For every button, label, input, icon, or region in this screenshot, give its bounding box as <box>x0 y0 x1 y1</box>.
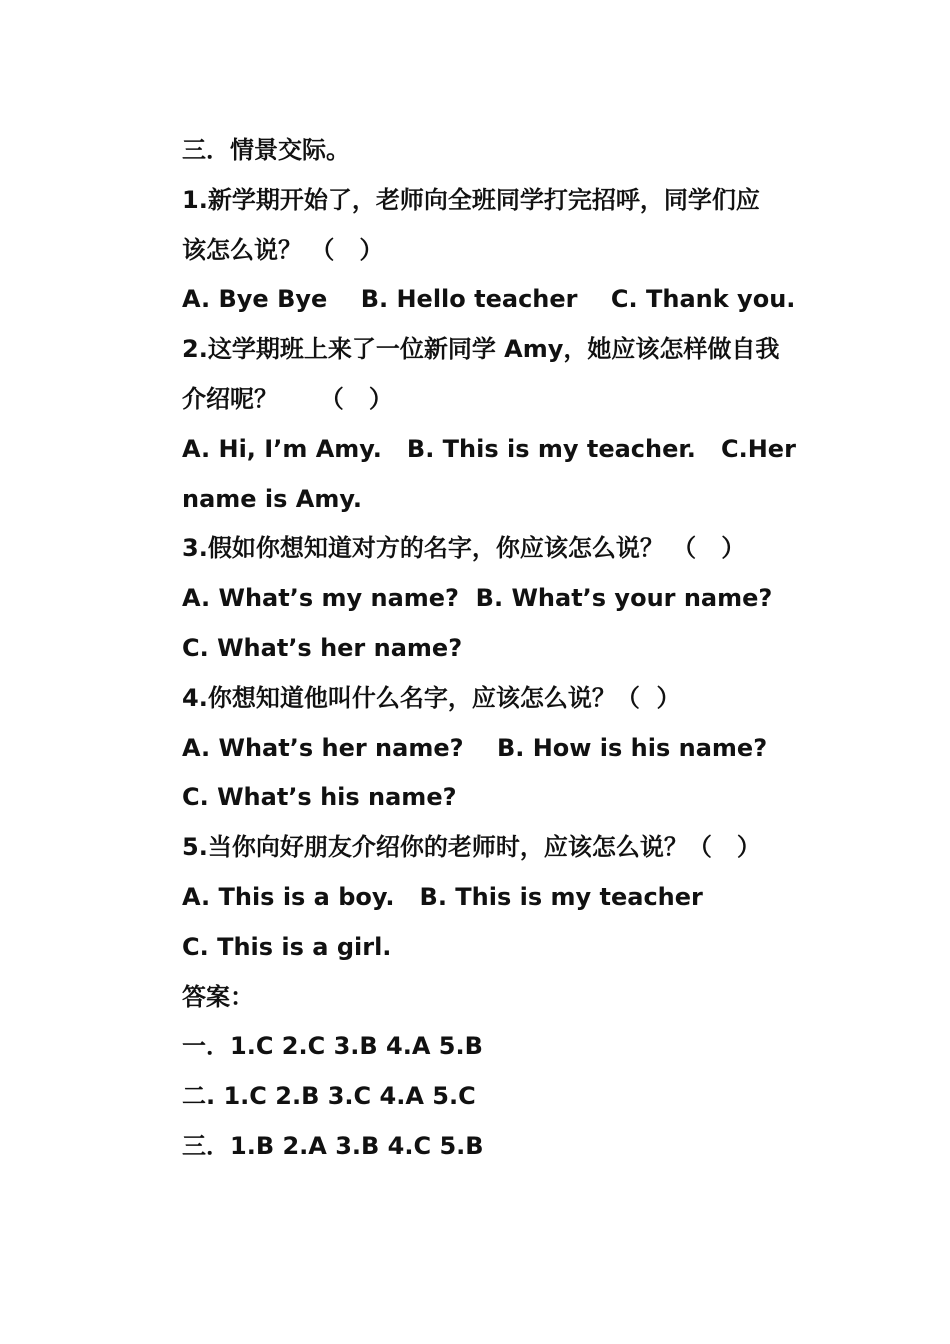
question-1-options: A. Bye Bye B. Hello teacher C. Thank you. <box>182 285 796 314</box>
document-body <box>182 126 822 1172</box>
question-5-options: A. This is a boy. B. This is my teacher <box>182 882 703 911</box>
question-5-options-cont: C. This is a girl. <box>182 932 392 961</box>
question-1-text-cont: 该怎么说？ （ ） <box>182 235 384 264</box>
section-heading: 三．情景交际。 <box>182 136 350 164</box>
answers-part-2: 二. 1.C 2.B 3.C 4.A 5.C <box>182 1082 476 1111</box>
answers-heading: 答案： <box>182 982 254 1011</box>
question-4-options: A. What’s her name? B. How is his name? <box>182 733 768 762</box>
question-3-options-cont: C. What’s her name? <box>182 633 463 662</box>
question-4-options-cont: C. What’s his name? <box>182 783 457 812</box>
question-5-text: 5.当你向好朋友介绍你的老师时，应该怎么说？（ ） <box>182 833 761 862</box>
question-3-options: A. What’s my name? B. What’s your name? <box>182 584 773 613</box>
question-2-options: A. Hi, I’m Amy. B. This is my teacher. C.Her <box>182 434 796 463</box>
question-4-text: 4.你想知道他叫什么名字，应该怎么说？（ ） <box>182 683 681 712</box>
question-2-text-cont: 介绍呢？ （ ） <box>182 384 393 413</box>
question-3-text: 3.假如你想知道对方的名字，你应该怎么说？ （ ） <box>182 534 746 563</box>
question-2-text: 2.这学期班上来了一位新同学 Amy，她应该怎样做自我 <box>182 335 780 364</box>
question-1-text: 1.新学期开始了，老师向全班同学打完招呼，同学们应 <box>182 185 760 214</box>
question-2-options-cont: name is Amy. <box>182 484 362 513</box>
answers-part-1: 一．1.C 2.C 3.B 4.A 5.B <box>182 1032 483 1061</box>
answers-part-3: 三．1.B 2.A 3.B 4.C 5.B <box>182 1131 484 1160</box>
